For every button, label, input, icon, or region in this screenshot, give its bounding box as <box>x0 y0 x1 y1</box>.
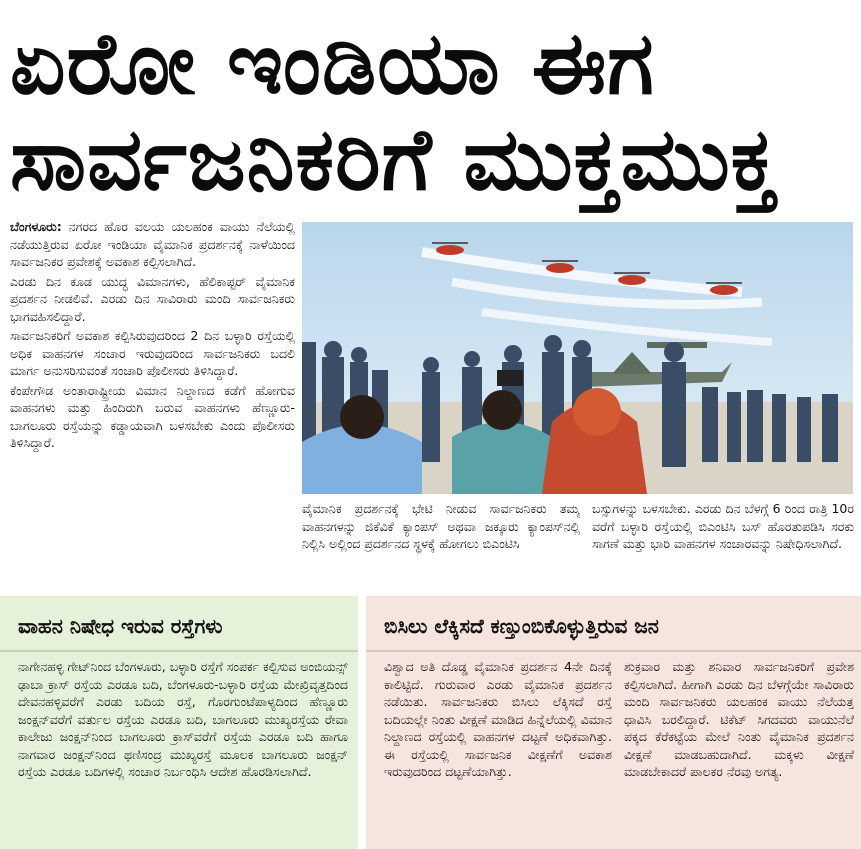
story-column-3 <box>592 500 854 590</box>
story-column-2 <box>302 500 580 590</box>
headline-line-2: ಸಾರ್ವಜನಿಕರಿಗೆ ಮುಕ್ತಮುಕ್ತ <box>10 110 778 210</box>
box-title-crowd: ಬಿಸಿಲು ಲೆಕ್ಕಿಸದೆ ಕಣ್ತುಂಬಿಕೊಳ್ಳುತ್ತಿರುವ ಜನ <box>384 614 659 638</box>
story-paragraph-3: ಸಾರ್ವಜನಿಕರಿಗೆ ಅವಕಾಶ ಕಲ್ಪಿಸಿರುವುದರಿಂದ 2 ದಿನ ಬಳ್ಳಾರಿ ರಸ್ತೆಯಲ್ಲಿ ಅಧಿಕ ವಾಹನಗಳ ಸಂಚಾರ ಇರುವುದರಿಂದ ಸಾರ್ವಜನಿಕರು ಬದಲಿ ಮಾರ್ಗ ಅನುಸರಿಸುವಂತೆ ಸಂಚಾರಿ ಪೊಲೀಸರು ತಿಳಿಸಿದ್ದಾರೆ. <box>10 328 295 378</box>
box-body-restricted-roads: ನಾಗೇನಹಳ್ಳಿ ಗೇಟ್‌ನಿಂದ ಬೆಂಗಳೂರು, ಬಳ್ಳಾರಿ ರಸ್ತೆಗೆ ಸಂಪರ್ಕ ಕಲ್ಪಿಸುವ ಅಂಬಿಯನ್ಸ್ ಢಾಬಾ ಕ್ರಾಸ್ ರಸ್ತೆಯ ಎರಡೂ ಬದಿ, ಬೆಂಗಳೂರು-ಬಳ್ಳಾರಿ ರಸ್ತೆಯ ಮೇಖ್ರಿವೃತ್ತದಿಂದ ದೇವನಹಳ್ಳಿವರೆಗೆ ಎರಡು ಬದಿಯ ರಸ್ತೆ, ಗೊರಗುಂಟೆಪಾಳ್ಯದಿಂದ ಹೆಣ್ಣೂರು ಜಂಕ್ಷನ್‌ವರೆಗೆ ವರ್ತುಲ ರಸ್ತೆಯ ಎರಡೂ ಬದಿ, ಬಾಗಲೂರು ಮುಖ್ಯರಸ್ತೆಯ ರೇವಾ ಕಾಲೇಜು ಜಂಕ್ಷನ್‌ನಿಂದ ಬಾಗಲೂರು ಕ್ರಾಸ್‌ವರೆಗೆ ರಸ್ತೆಯ ಎರಡೂ ಬದಿ ಹಾಗೂ ನಾಗವಾರ ಜಂಕ್ಷನ್‌ನಿಂದ ಥಣಿಸಂದ್ರ ಮುಖ್ಯರಸ್ತೆ ಮೂಲಕ ಬಾಗಲೂರು ಜಂಕ್ಷನ್ ರಸ್ತೆಯ ಎರಡೂ ಬದಿಗಳಲ್ಲಿ ಸಂಚಾರ ನಿರ್ಬಂಧಿಸಿ ಆದೇಶ ಹೊರಡಿಸಲಾಗಿದೆ. <box>18 659 348 779</box>
dateline: ಬೆಂಗಳೂರು: <box>10 219 62 234</box>
story-paragraph-1 <box>10 218 295 271</box>
headline-line-1: ಏರೋ ಇಂಡಿಯಾ ಈಗ <box>10 14 655 114</box>
sidebar-box-restricted-roads <box>0 596 358 849</box>
box-divider <box>0 650 358 652</box>
story-paragraph-2: ಎರಡು ದಿನ ಕೂಡ ಯುದ್ಧ ವಿಮಾನಗಳು, ಹೆಲಿಕಾಪ್ಟರ್ ವೈಮಾನಿಕ ಪ್ರದರ್ಶನ ನೀಡಲಿವೆ. ಎರಡು ದಿನ ಸಾವಿರಾರು ಮಂದಿ ಸಾರ್ವಜನಿಕರು ಭಾಗವಹಿಸಲಿದ್ದಾರೆ. <box>10 273 295 324</box>
box-body-crowd-column-2: ಶುಕ್ರವಾರ ಮತ್ತು ಶನಿವಾರ ಸಾರ್ವಜನಿಕರಿಗೆ ಪ್ರವೇಶ ಕಲ್ಪಿಸಲಾಗಿದೆ. ಹೀಗಾಗಿ ಎರಡು ದಿನ ಬೆಳಗ್ಗೆಯೇ ಸಾವಿರಾರು ಮಂದಿ ಸಾರ್ವಜನಿಕರು ಯಲಹಂಕ ವಾಯು ನೆಲೆಯತ್ತ ಧಾವಿಸಿ ಬರಲಿದ್ದಾರೆ. ಟಿಕೆಟ್ ಸಿಗದವರು ವಾಯುನೆಲೆ ಪಕ್ಕದ ಕೆರೆಕಟ್ಟೆಯ ಮೇಲೆ ನಿಂತು ವೈಮಾನಿಕ ಪ್ರದರ್ಶನ ವೀಕ್ಷಣೆ ಮಾಡಬಹುದಾಗಿದೆ. ಮಕ್ಕಳು ವೀಕ್ಷಣೆ ಮಾಡಬೇಕಾದರೆ ಪಾಲಕರ ನೆರವು ಅಗತ್ಯ. <box>624 659 854 779</box>
box-divider <box>366 650 861 652</box>
story-paragraph-6: ಬಸ್ಸುಗಳನ್ನು ಬಳಸಬೇಕು. ಎರಡು ದಿನ ಬೆಳಗ್ಗೆ 6 ರಿಂದ ರಾತ್ರಿ 10ರ ವರೆಗೆ ಬಳ್ಳಾರಿ ರಸ್ತೆಯಲ್ಲಿ ಬಿಎಂಟಿಸಿ ಬಸ್ ಹೊರತುಪಡಿಸಿ ಸರಕು ಸಾಗಣೆ ಮತ್ತು ಭಾರಿ ವಾಹನಗಳ ಸಂಚಾರವನ್ನು ನಿಷೇಧಿಸಲಾಗಿದೆ. <box>592 501 854 551</box>
story-column-1 <box>10 218 295 578</box>
story-paragraph-4: ಕೆಂಪೇಗೌಡ ಅಂತಾರಾಷ್ಟ್ರೀಯ ವಿಮಾನ ನಿಲ್ದಾಣದ ಕಡೆಗೆ ಹೋಗುವ ವಾಹನಗಳು ಮತ್ತು ಹಿಂದಿರುಗಿ ಬರುವ ವಾಹನಗಳು ಹೆಣ್ಣೂರು-ಬಾಗಲೂರು ರಸ್ತೆಯನ್ನು ಕಡ್ಡಾಯವಾಗಿ ಬಳಸಬೇಕು ಎಂದು ಪೊಲೀಸರು ತಿಳಿಸಿದ್ದಾರೆ. <box>10 382 295 450</box>
box-title-restricted-roads: ವಾಹನ ನಿಷೇಧ ಇರುವ ರಸ್ತೆಗಳು <box>18 614 223 638</box>
box-body-crowd-column-1: ವಿಶ್ವಾದ ಅತಿ ದೊಡ್ಡ ವೈಮಾನಿಕ ಪ್ರದರ್ಶನ 4ನೇ ದಿನಕ್ಕೆ ಕಾಲಿಟ್ಟಿದೆ. ಗುರುವಾರ ಎರಡು ವೈಮಾನಿಕ ಪ್ರದರ್ಶನ ನಡೆಯಿತು. ಸಾರ್ವಜನಿಕರು ಬಿಸಿಲು ಲೆಕ್ಕಿಸದೆ ರಸ್ತೆ ಬದಿಯಲ್ಲೇ ನಿಂತು ವೀಕ್ಷಣೆ ಮಾಡಿದ ಹಿನ್ನೆಲೆಯಲ್ಲಿ ವಿಮಾನ ನಿಲ್ದಾಣದ ರಸ್ತೆಯಲ್ಲಿ ವಾಹನಗಳ ದಟ್ಟಣೆ ಅಧಿಕವಾಗಿತ್ತು. ಈ ರಸ್ತೆಯಲ್ಲಿ ಸಾರ್ವಜನಿಕ ವೀಕ್ಷಣೆಗೆ ಅವಕಾಶ ಇರುವುದರಿಂದ ದಟ್ಟಣೆಯಾಗಿತ್ತು. <box>384 659 612 779</box>
story-paragraph-1-text: ನಗರದ ಹೊರ ವಲಯ ಯಲಹಂಕ ವಾಯು ನೆಲೆಯಲ್ಲಿ ನಡೆಯುತ್ತಿರುವ ಏರೋ ಇಂಡಿಯಾ ವೈಮಾನಿಕ ಪ್ರದರ್ಶನಕ್ಕೆ ನಾಳೆಯಿಂದ ಸಾರ್ವಜನಿಕರ ಪ್ರವೇಶಕ್ಕೆ ಅವಕಾಶ ಕಲ್ಪಿಸಲಾಗಿದೆ. <box>10 219 295 269</box>
headline <box>0 0 861 210</box>
story-paragraph-5: ವೈಮಾನಿಕ ಪ್ರದರ್ಶನಕ್ಕೆ ಭೇಟಿ ನೀಡುವ ಸಾರ್ವಜನಿಕರು ತಮ್ಮ ವಾಹನಗಳನ್ನು ಜಿಕೆವಿಕೆ ಕ್ಯಾಂಪಸ್ ಅಥವಾ ಜಕ್ಕೂರು ಕ್ಯಾಂಪಸ್‌ನಲ್ಲಿ ನಿಲ್ಲಿಸಿ ಅಲ್ಲಿಂದ ಪ್ರದರ್ಶನದ ಸ್ಥಳಕ್ಕೆ ಹೋಗಲು ಬಿಎಂಟಿಸಿ <box>302 501 580 551</box>
photo-illustration <box>302 222 853 494</box>
sidebar-box-crowd <box>366 596 861 849</box>
news-photo-air-show-crowd <box>302 222 853 494</box>
